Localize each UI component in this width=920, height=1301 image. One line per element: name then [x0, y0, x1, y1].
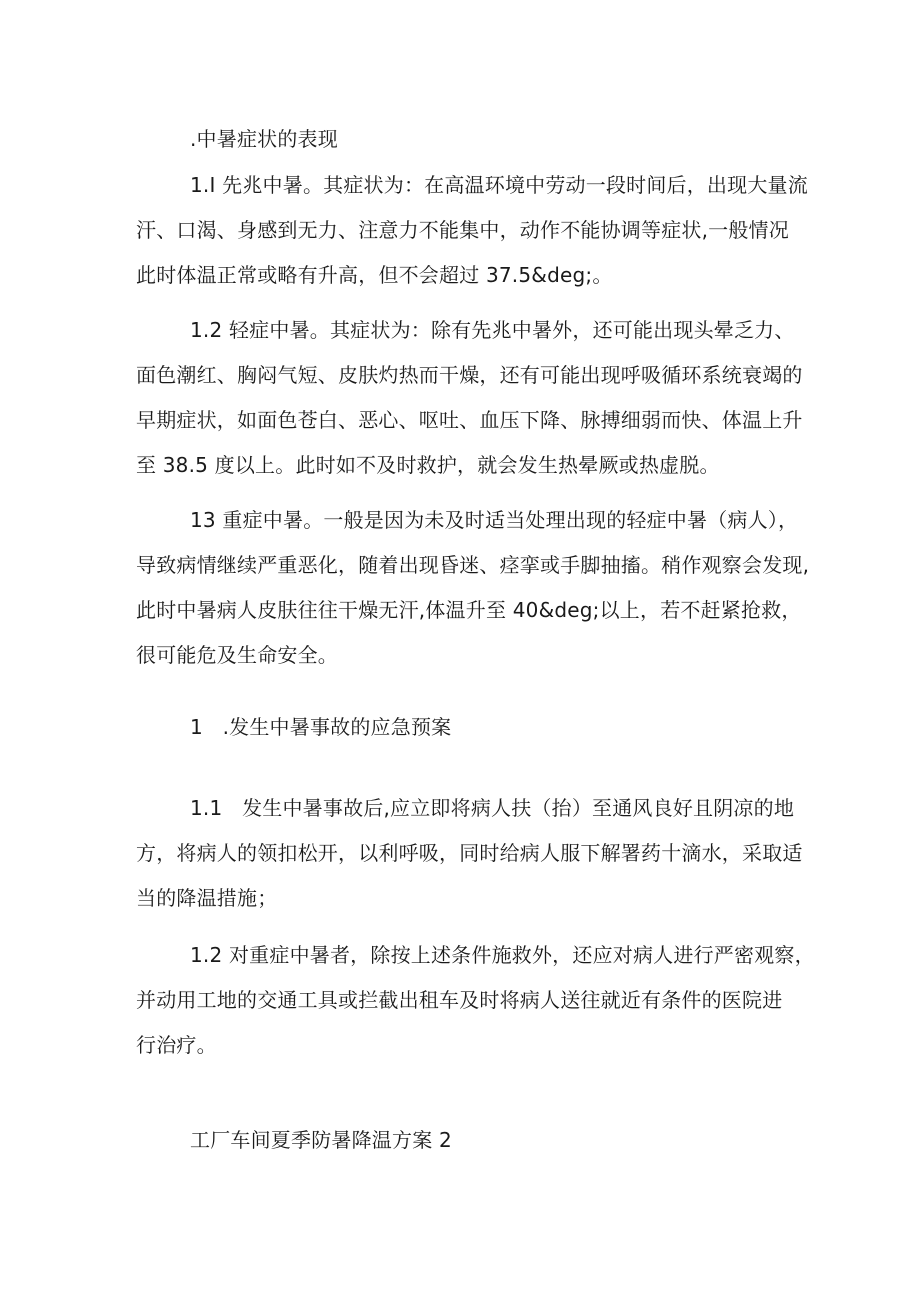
paragraph-line: 并动用工地的交通工具或拦截出租车及时将病人送往就近有条件的医院进 [136, 988, 783, 1012]
paragraph-line: 方，将病人的领扣松开，以利呼吸，同时给病人服下解署药十滴水，采取适 [136, 841, 803, 865]
paragraph-line: 1.2 对重症中暑者，除按上述条件施救外，还应对病人进行严密观察， [190, 943, 815, 967]
paragraph-line: 此时中暑病人皮肤往往干燥无汗,体温升至 40&deg;以上，若不赶紧抢救， [136, 598, 802, 622]
paragraph-line: 13 重症中暑。一般是因为未及时适当处理出现的轻症中暑（病人）， [190, 508, 799, 532]
section-heading-text: .中暑症状的表现 [190, 127, 338, 151]
paragraph-line: 至 38.5 度以上。此时如不及时救护，就会发生热晕厥或热虚脱。 [136, 453, 720, 477]
paragraph-line: 1.I 先兆中暑。其症状为：在高温环境中劳动一段时间后，出现大量流 [190, 173, 808, 197]
paragraph-precursor-heatstroke [136, 163, 808, 298]
paragraph-line: 早期症状，如面色苍白、恶心、呕吐、血压下降、脉搏细弱而快、体温上升 [136, 408, 803, 432]
next-section-title-text: 工厂车间夏季防暑降温方案 2 [190, 1128, 452, 1152]
paragraph-mild-heatstroke [136, 308, 803, 488]
paragraph-emergency-step-2 [136, 933, 815, 1068]
paragraph-line: 导致病情继续严重恶化，随着出现昏迷、痉挛或手脚抽搐。稍作观察会发现, [136, 553, 810, 577]
paragraph-line: 汗、口渴、身感到无力、注意力不能集中，动作不能协调等症状,一般情况 [136, 218, 789, 242]
next-section-title [136, 1118, 796, 1163]
section-heading-text: 1 .发生中暑事故的应急预案 [190, 715, 452, 739]
paragraph-severe-heatstroke [136, 498, 810, 678]
section-heading-emergency-plan [136, 705, 796, 750]
paragraph-line: 当的降温措施； [136, 886, 278, 910]
paragraph-line: 面色潮红、胸闷气短、皮肤灼热而干燥，还有可能出现呼吸循环系统衰竭的 [136, 363, 803, 387]
paragraph-emergency-step-1 [136, 786, 803, 921]
paragraph-line: 行治疗。 [136, 1033, 217, 1057]
section-heading-symptoms [136, 117, 796, 162]
paragraph-line: 1.1 发生中暑事故后,应立即将病人扶（抬）至通风良好且阴凉的地 [190, 796, 795, 820]
paragraph-line: 1.2 轻症中暑。其症状为：除有先兆中暑外，还可能出现头晕乏力、 [190, 318, 795, 342]
paragraph-line: 此时体温正常或略有升高，但不会超过 37.5&deg;。 [136, 263, 613, 287]
paragraph-line: 很可能危及生命安全。 [136, 643, 338, 667]
